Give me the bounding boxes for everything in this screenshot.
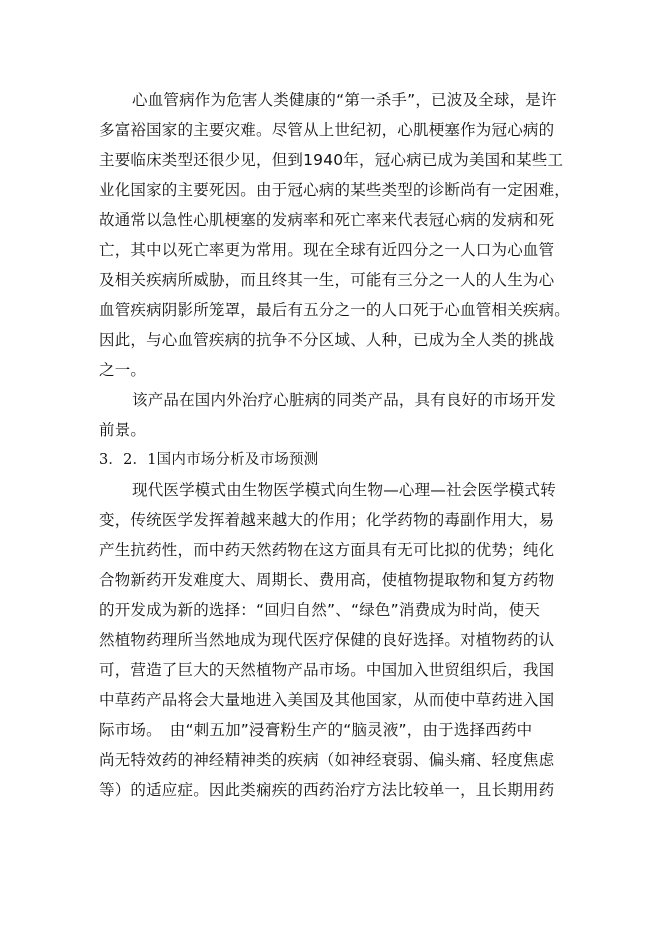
paragraph-3-line: 合物新药开发难度大、周期长、费用高，使植物提取物和复方药物 <box>99 571 555 589</box>
paragraph-2-line: 该产品在国内外治疗心脏病的同类产品，具有良好的市场开发 <box>132 391 556 409</box>
paragraph-3-line: 可，营造了巨大的天然植物产品市场。中国加入世贸组织后，我国 <box>99 661 555 679</box>
paragraph-3-line: 际市场。 由“刺五加”浸膏粉生产的“脑灵液”，由于选择西药中 <box>99 721 533 739</box>
paragraph-1-line: 及相关疾病所威胁，而且终其一生，可能有三分之一人的人生为心 <box>99 271 555 289</box>
section-heading: 3．2．1国内市场分析及市场预测 <box>99 452 319 468</box>
paragraph-2-line: 前景。 <box>99 421 147 439</box>
paragraph-1-line: 故通常以急性心肌梗塞的发病率和死亡率来代表冠心病的发病和死 <box>99 211 555 229</box>
paragraph-3-line: 的开发成为新的选择：“回归自然”、“绿色”消费成为时尚，使天 <box>99 601 541 619</box>
paragraph-1-line: 亡，其中以死亡率更为常用。现在全球有近四分之一人口为心血管 <box>99 241 555 259</box>
paragraph-1-line: 血管疾病阴影所笼罩，最后有五分之一的人口死于心血管相关疾病。 <box>99 301 571 319</box>
paragraph-3-line: 变，传统医学发挥着越来越大的作用；化学药物的毒副作用大，易 <box>99 511 555 529</box>
paragraph-1-line: 多富裕国家的主要灾难。尽管从上世纪初，心肌梗塞作为冠心病的 <box>99 121 555 139</box>
paragraph-1-line: 业化国家的主要死因。由于冠心病的某些类型的诊断尚有一定困难， <box>99 181 571 199</box>
paragraph-3-line: 中草药产品将会大量地进入美国及其他国家，从而使中草药进入国 <box>99 691 555 709</box>
paragraph-3-line: 尚无特效药的神经精神类的疾病（如神经衰弱、偏头痛、轻度焦虑 <box>99 751 555 769</box>
paragraph-3-line: 产生抗药性，而中药天然药物在这方面具有无可比拟的优势；纯化 <box>99 541 555 559</box>
paragraph-3-line: 然植物药理所当然地成为现代医疗保健的良好选择。对植物药的认 <box>99 631 555 649</box>
paragraph-3-line: 现代医学模式由生物医学模式向生物—心理—社会医学模式转 <box>132 481 556 499</box>
paragraph-1-line: 心血管病作为危害人类健康的“第一杀手”，已波及全球，是许 <box>132 91 557 109</box>
paragraph-1-line: 因此，与心血管疾病的抗争不分区域、人种，已成为全人类的挑战 <box>99 331 555 349</box>
paragraph-3-line: 等）的适应症。因此类痫疾的西药治疗方法比较单一，且长期用药 <box>99 781 555 799</box>
paragraph-1-line: 之一。 <box>99 361 147 379</box>
paragraph-1-line: 主要临床类型还很少见，但到1940年，冠心病已成为美国和某些工 <box>99 151 564 169</box>
